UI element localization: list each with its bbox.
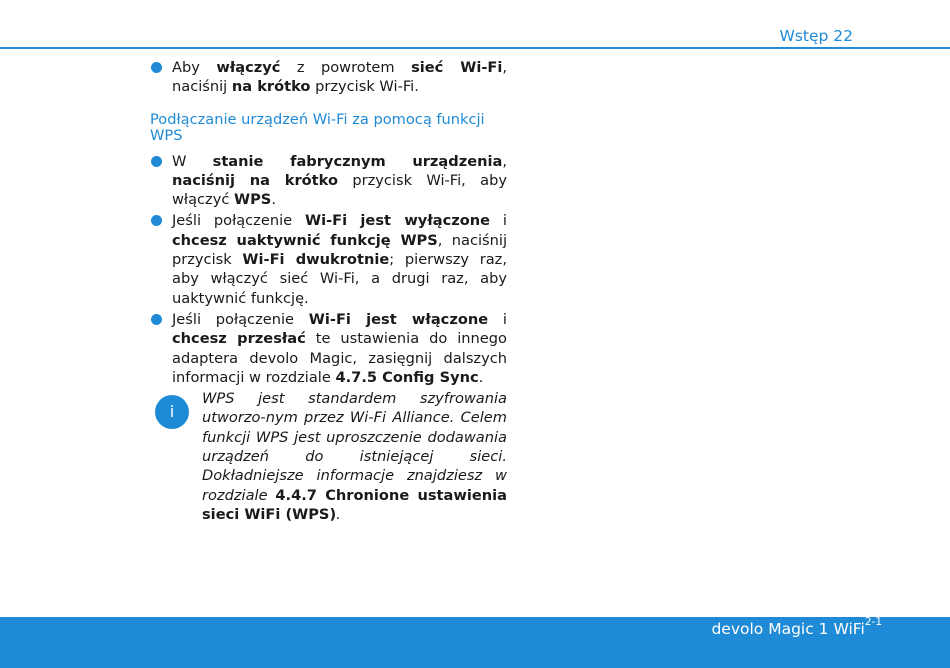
page-header-title: Wstęp 22 — [779, 27, 853, 45]
note-text: WPS jest standardem szyfrowania utworzo-nym przez Wi-Fi Alliance. Celem funkcji WPS jest uproszczenie dodawania urządzeń do istniejącej sieci. Dokładniejsze informacje znajdziesz w rozdziale — [202, 390, 507, 504]
bullet-item-factory-state: W stanie fabrycznym urządzenia, naciśnij na krótko przycisk Wi-Fi, aby włączyć WPS. — [150, 152, 507, 210]
footer-product-name: devolo Magic 1 WiFi$^{2-1}$ — [711, 615, 882, 638]
info-icon: i — [155, 395, 189, 429]
section-heading: Podłączanie urządzeń Wi-Fi za pomocą funkcji WPS — [150, 110, 485, 144]
info-note: i WPS jest standardem szyfrowania utworzo-nym przez Wi-Fi Alliance. Celem funkcji WPS jest uproszczenie dodawania urządzeń do istniejącej sieci. Dokładniejsze informacje znajdziesz w rozdziale 4.4.7 Chronione ustawienia sieci WiFi (WPS). — [150, 389, 507, 524]
bullet-item-enable-wifi: Aby włączyć z powrotem sieć Wi-Fi, naciśnij na krótko przycisk Wi-Fi. — [150, 58, 507, 97]
header-rule — [0, 47, 950, 49]
bullet-item-wifi-on: Jeśli połączenie Wi-Fi jest włączone i chcesz przesłać te ustawienia do innego adaptera devolo Magic, zasięgnij dalszych informacji w rozdziale 4.7.5 Config Sync. — [150, 310, 507, 387]
bullet-item-wifi-off: Jeśli połączenie Wi-Fi jest wyłączone i chcesz uaktywnić funkcję WPS, naciśnij przycisk Wi-Fi dwukrotnie; pierwszy raz, aby włączyć sieć Wi-Fi, a drugi raz, aby uaktywnić funkcję. — [150, 211, 507, 307]
page-content — [150, 58, 507, 524]
note-reference: 4.4.7 Chronione ustawienia sieci WiFi (WPS) — [202, 486, 508, 523]
